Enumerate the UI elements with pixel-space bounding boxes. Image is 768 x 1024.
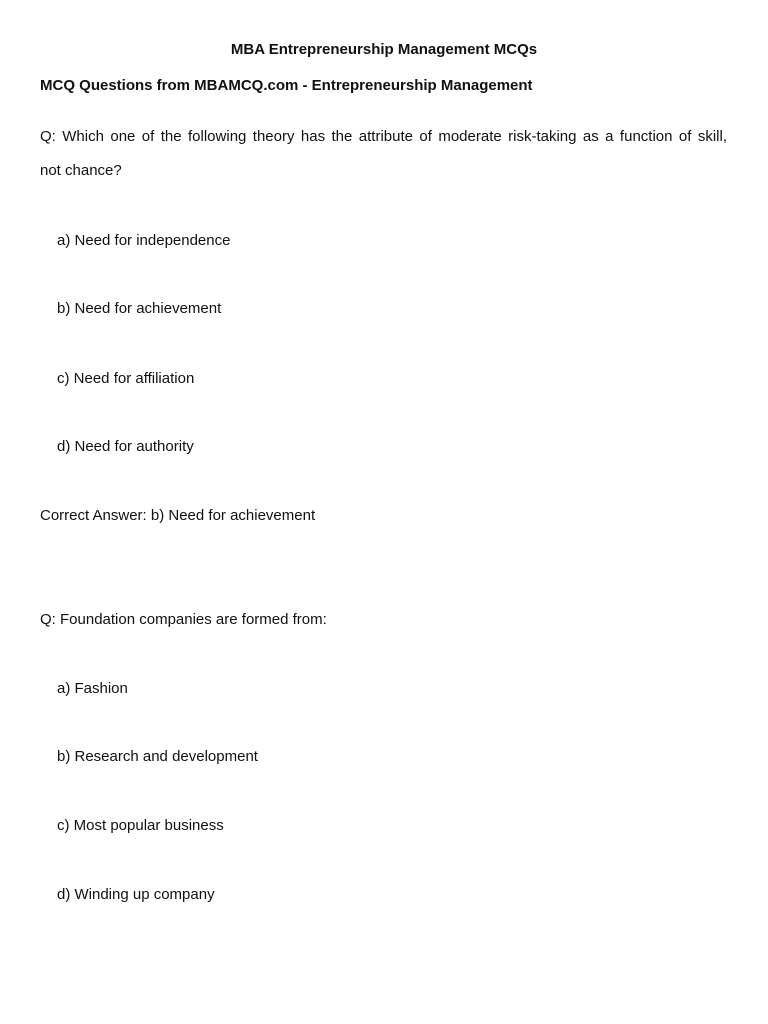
document-subtitle: MCQ Questions from MBAMCQ.com - Entrepreneurship Management (40, 77, 533, 94)
question-2-option-d: d) Winding up company (57, 886, 215, 903)
question-1-text-line1: Q: Which one of the following theory has the attribute of moderate risk-taking as a function of skill, (40, 128, 727, 145)
question-1-option-b: b) Need for achievement (57, 300, 222, 317)
question-1-option-d: d) Need for authority (57, 438, 194, 455)
question-1-text-line2: not chance? (40, 162, 122, 179)
question-1-correct-answer: Correct Answer: b) Need for achievement (40, 507, 316, 524)
question-2-option-b: b) Research and development (57, 748, 258, 765)
question-2-text: Q: Foundation companies are formed from: (40, 611, 327, 628)
question-2-option-a: a) Fashion (57, 680, 128, 697)
question-1-option-a: a) Need for independence (57, 232, 231, 249)
question-2-option-c: c) Most popular business (57, 817, 224, 834)
document-title: MBA Entrepreneurship Management MCQs (230, 41, 538, 58)
question-1-option-c: c) Need for affiliation (57, 370, 195, 387)
